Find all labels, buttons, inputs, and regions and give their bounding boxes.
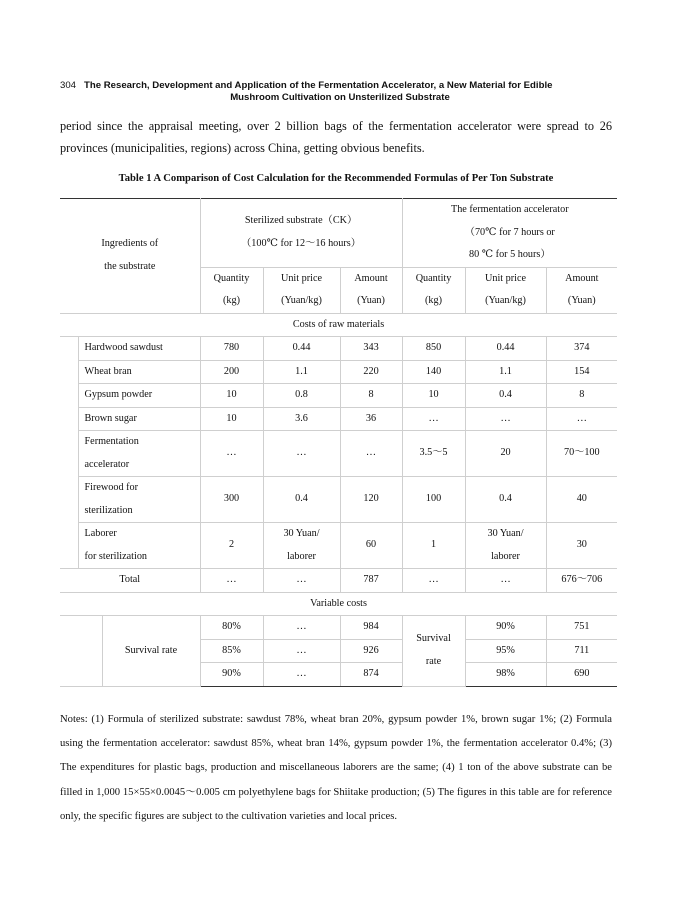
row-name-line1: Fermentation: [84, 436, 139, 447]
indent-cell: [60, 337, 78, 569]
cell: 300: [200, 477, 263, 523]
cell: 3.6: [263, 407, 340, 431]
group-sterilized-header: [200, 199, 402, 268]
subheader-line1: Amount: [354, 272, 388, 284]
subheader-line2: (Yuan/kg): [281, 295, 322, 306]
survival-row: [60, 616, 617, 640]
cell-line1: 30 Yuan/: [283, 528, 320, 539]
total-row: [60, 569, 617, 593]
subheader-line1: Unit price: [485, 272, 527, 284]
cell: 90%: [465, 616, 546, 640]
cell: 374: [546, 337, 617, 361]
cell: 10: [200, 407, 263, 431]
subheader-line2: (Yuan/kg): [485, 295, 526, 306]
group2-line3: 80 ℃ for 5 hours）: [469, 249, 551, 260]
indent-cell: [60, 616, 102, 687]
cell: 90%: [200, 663, 263, 687]
running-header: [60, 80, 620, 104]
row-name: Brown sugar: [78, 407, 200, 431]
section-variable-row: [60, 592, 617, 616]
running-title-line2: Mushroom Cultivation on Unsterilized Substrate: [230, 92, 450, 103]
cell: …: [340, 431, 402, 477]
cell: [263, 523, 340, 569]
cell: 10: [200, 384, 263, 408]
table-row: [60, 523, 617, 569]
group1-line2: （100℃ for 12～16 hours）: [241, 237, 361, 249]
cell: 95%: [465, 639, 546, 663]
table-row: [60, 477, 617, 523]
cell: 40: [546, 477, 617, 523]
cell-line1: 30 Yuan/: [487, 528, 524, 539]
running-title-line1: The Research, Development and Application of the Fermentation Accelerator, a New Material for Edible: [84, 80, 553, 91]
cell: 220: [340, 360, 402, 384]
cell: 0.44: [263, 337, 340, 361]
cell: …: [402, 407, 465, 431]
cell: 2: [200, 523, 263, 569]
cell: 751: [546, 616, 617, 640]
table-row: [60, 360, 617, 384]
cell: 1: [402, 523, 465, 569]
cell: 0.4: [465, 477, 546, 523]
subheader-cell: [200, 267, 263, 313]
cell: 676～706: [546, 569, 617, 593]
cell: …: [465, 569, 546, 593]
table-caption: Table 1 A Comparison of Cost Calculation for the Recommended Formulas of Per Ton Substrate: [118, 173, 554, 184]
cell: 36: [340, 407, 402, 431]
cell: 3.5～5: [402, 431, 465, 477]
subheader-cell: [340, 267, 402, 313]
cell: 0.4: [263, 477, 340, 523]
cell: 926: [340, 639, 402, 663]
subheader-cell: [465, 267, 546, 313]
ingredients-header-line2: the substrate: [104, 260, 156, 272]
table-row: [60, 431, 617, 477]
ingredients-header-line1: Ingredients of: [101, 238, 159, 250]
cell: 787: [340, 569, 402, 593]
row-name-line2: for sterilization: [84, 550, 148, 562]
cell: 1.1: [263, 360, 340, 384]
cell: 8: [546, 384, 617, 408]
ingredients-header: [60, 199, 200, 314]
table-row: [60, 407, 617, 431]
cell: …: [402, 569, 465, 593]
section-raw-label: Costs of raw materials: [60, 313, 617, 337]
cell: 85%: [200, 639, 263, 663]
row-name: [78, 431, 200, 477]
cell: 140: [402, 360, 465, 384]
cell: …: [263, 663, 340, 687]
row-name-line2: sterilization: [84, 504, 133, 516]
subheader-line2: (kg): [223, 295, 240, 306]
cell: 1.1: [465, 360, 546, 384]
cell: …: [200, 431, 263, 477]
group2-line1: The fermentation accelerator: [450, 204, 569, 215]
cell: 0.8: [263, 384, 340, 408]
cell: 98%: [465, 663, 546, 687]
cell-line2: laborer: [491, 550, 520, 562]
survival-label2-line2: rate: [425, 655, 442, 667]
cell: …: [200, 569, 263, 593]
cell: 0.4: [465, 384, 546, 408]
section-raw-row: [60, 313, 617, 337]
cell: …: [465, 407, 546, 431]
cell-line2: laborer: [287, 550, 316, 562]
group1-line1: Sterilized substrate（CK）: [244, 215, 358, 227]
group2-line2: （70℃ for 7 hours or: [464, 226, 555, 238]
subheader-line1: Amount: [565, 272, 599, 284]
cell: 8: [340, 384, 402, 408]
cell: 120: [340, 477, 402, 523]
row-name-line1: Firewood for: [84, 482, 138, 493]
table-row: [60, 337, 617, 361]
cell: 984: [340, 616, 402, 640]
cell: 343: [340, 337, 402, 361]
table-notes: Notes: (1) Formula of sterilized substrate: sawdust 78%, wheat bran 20%, gypsum powder 1%, brown sugar 1%; (2) Formula using the fermentation accelerator: sawdust 85%, wheat bran 14%, gypsum powder 1%, the fermentation accelerator 0.4%; (3) The expenditures for plastic bags, production and miscellaneous laborers are the same; (4) 1 ton of the above substrate can be filled in 1,000 15×55×0.0045～0.005 cm polyethylene bags for Shiitake production; (5) The figures in this table are for reference only, the specific figures are subject to the cultivation varieties and local prices.: [60, 714, 612, 822]
cell: …: [263, 639, 340, 663]
survival-label2-line1: Survival: [416, 633, 451, 645]
cell: 200: [200, 360, 263, 384]
body-paragraph: period since the appraisal meeting, over 2 billion bags of the fermentation accelerator were spread to 26 provinces (municipalities, regions) across China, getting obvious benefits.: [60, 119, 612, 155]
total-label: Total: [60, 569, 200, 593]
subheader-line2: (Yuan): [357, 295, 385, 306]
cell: 10: [402, 384, 465, 408]
subheader-line1: Quantity: [213, 272, 250, 284]
cell: 690: [546, 663, 617, 687]
row-name-line1: Laborer: [84, 528, 117, 539]
cell: 60: [340, 523, 402, 569]
row-name-line2: accelerator: [84, 458, 130, 470]
cell: …: [263, 431, 340, 477]
cell: 30: [546, 523, 617, 569]
row-name: Gypsum powder: [78, 384, 200, 408]
subheader-line2: (kg): [425, 295, 443, 306]
cell: 154: [546, 360, 617, 384]
row-name: [78, 523, 200, 569]
cell: 780: [200, 337, 263, 361]
subheader-line1: Unit price: [280, 272, 323, 284]
subheader-cell: [402, 267, 465, 313]
page-number: 304: [60, 80, 77, 91]
row-name: [78, 477, 200, 523]
row-name: Wheat bran: [78, 360, 200, 384]
cell: [465, 523, 546, 569]
subheader-line1: Quantity: [415, 272, 452, 284]
cell: 100: [402, 477, 465, 523]
subheader-cell: [263, 267, 340, 313]
header-row-1: [60, 199, 617, 268]
survival-rate-label-2: [402, 616, 465, 687]
subheader-cell: [546, 267, 617, 313]
cell: 20: [465, 431, 546, 477]
cell: …: [263, 569, 340, 593]
cost-table: [60, 198, 617, 687]
subheader-line2: (Yuan): [567, 295, 596, 306]
cell: …: [263, 616, 340, 640]
table-row: [60, 384, 617, 408]
cell: 70～100: [546, 431, 617, 477]
section-variable-label: Variable costs: [60, 592, 617, 616]
cell: 850: [402, 337, 465, 361]
row-name: Hardwood sawdust: [78, 337, 200, 361]
group-fermentation-header: [402, 199, 617, 268]
cell: 874: [340, 663, 402, 687]
cell: 711: [546, 639, 617, 663]
cell: 80%: [200, 616, 263, 640]
survival-rate-label: Survival rate: [102, 616, 200, 687]
cell: 0.44: [465, 337, 546, 361]
cell: …: [546, 407, 617, 431]
